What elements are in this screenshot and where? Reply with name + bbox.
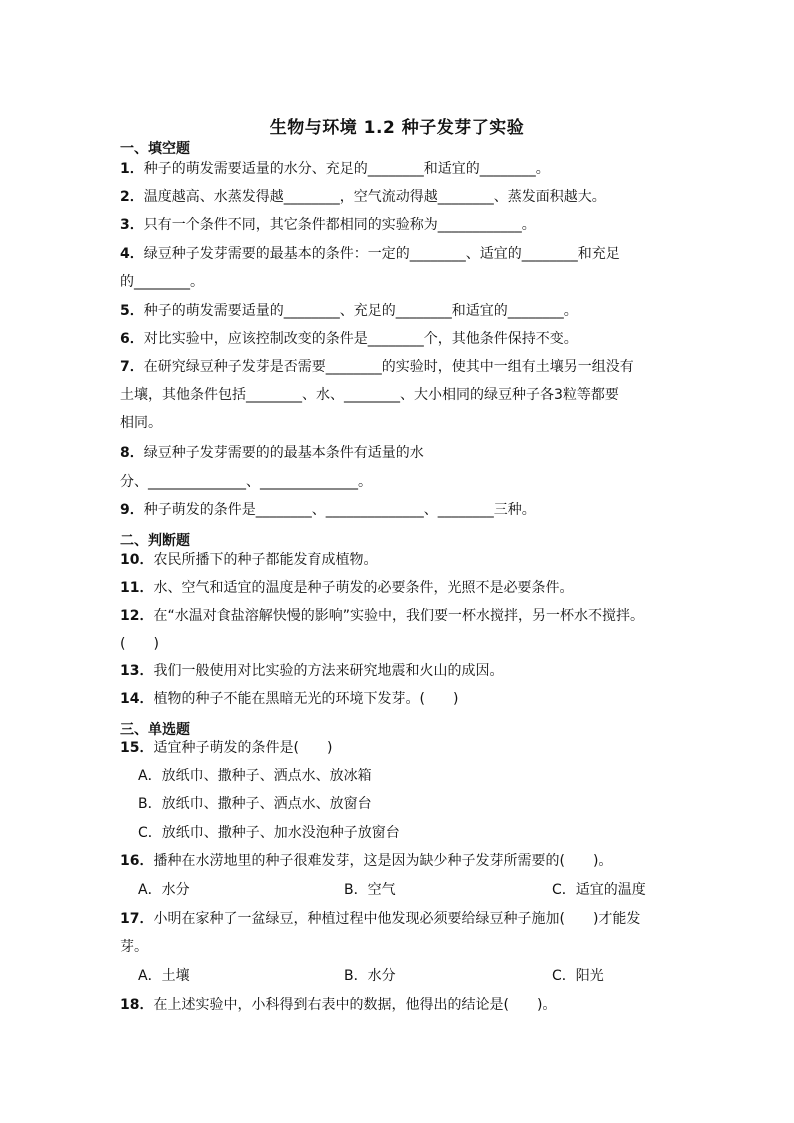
option-b[interactable]: B．空气 <box>344 882 396 898</box>
option-c[interactable]: C．适宜的温度 <box>552 882 646 898</box>
section-heading-single-choice: 三、单选题 <box>120 722 190 738</box>
question-number: 7． <box>120 359 144 375</box>
question-number: 3． <box>120 217 144 233</box>
question-12 <box>120 607 644 625</box>
question-7 <box>120 358 634 376</box>
option-b[interactable]: B．放纸巾、撒种子、洒点水、放窗台 <box>138 796 372 812</box>
question-4-continuation: 的________。 <box>120 274 204 290</box>
question-number: 4． <box>120 246 144 262</box>
question-3 <box>120 216 536 234</box>
question-text: 水、空气和适宜的温度是种子萌发的必要条件，光照不是必要条件。 <box>153 580 574 596</box>
question-14 <box>120 690 458 708</box>
question-18 <box>120 996 556 1014</box>
question-number: 9． <box>120 502 144 518</box>
question-text: 绿豆种子发芽需要的最基本的条件：一定的________、适宜的________和充足 <box>143 246 620 262</box>
question-17-continuation: 芽。 <box>120 939 148 955</box>
question-text: 植物的种子不能在黑暗无光的环境下发芽。( ) <box>153 691 459 707</box>
question-number: 18． <box>120 997 154 1013</box>
question-number: 14． <box>120 691 154 707</box>
question-number: 15． <box>120 740 154 756</box>
question-text: 温度越高、水蒸发得越________，空气流动得越________、蒸发面积越大。 <box>143 189 606 205</box>
question-11 <box>120 579 573 597</box>
option-b[interactable]: B．水分 <box>344 968 396 984</box>
option-c[interactable]: C．放纸巾、撒种子、加水没泡种子放窗台 <box>138 825 400 841</box>
section-heading-fill-blank: 一、填空题 <box>120 141 190 157</box>
page-title: 生物与环境 1.2 种子发芽了实验 <box>269 118 525 138</box>
question-1 <box>120 160 550 178</box>
question-2 <box>120 188 606 206</box>
question-number: 8． <box>120 445 144 461</box>
question-text: 种子萌发的条件是________、______________、________三种。 <box>143 502 536 518</box>
question-number: 6． <box>120 331 144 347</box>
question-number: 16． <box>120 853 154 869</box>
question-text: 在上述实验中，小科得到右表中的数据，他得出的结论是( )。 <box>153 997 557 1013</box>
question-text: 对比实验中，应该控制改变的条件是________个，其他条件保持不变。 <box>143 331 578 347</box>
question-number: 17． <box>120 911 154 927</box>
answer-parentheses: ( ) <box>120 636 159 652</box>
question-text: 播种在水涝地里的种子很难发芽，这是因为缺少种子发芽所需要的( )。 <box>153 853 613 869</box>
question-10 <box>120 551 377 569</box>
question-text: 种子的萌发需要适量的________、充足的________和适宜的________。 <box>143 303 578 319</box>
question-17 <box>120 910 640 928</box>
question-number: 1． <box>120 161 144 177</box>
question-number: 2． <box>120 189 144 205</box>
question-15 <box>120 739 332 757</box>
question-4 <box>120 245 620 263</box>
question-16 <box>120 852 612 870</box>
question-13 <box>120 662 503 680</box>
option-c[interactable]: C．阳光 <box>552 968 604 984</box>
question-text: 农民所播下的种子都能发育成植物。 <box>153 552 378 568</box>
option-a[interactable]: A．放纸巾、撒种子、洒点水、放冰箱 <box>138 768 372 784</box>
question-text: 在研究绿豆种子发芽是否需要________的实验时，使其中一组有土壤另一组没有 <box>143 359 634 375</box>
question-8-continuation: 分、______________、______________。 <box>120 474 372 490</box>
question-number: 11． <box>120 580 154 596</box>
question-7-continuation: 相同。 <box>120 415 162 431</box>
question-text: 在“水温对食盐溶解快慢的影响”实验中，我们要一杯水搅拌，另一杯水不搅拌。 <box>153 608 644 624</box>
question-7-continuation: 土壤，其他条件包括________、水、________、大小相同的绿豆种子各3粒等都要 <box>120 387 619 403</box>
question-text: 我们一般使用对比实验的方法来研究地震和火山的成因。 <box>153 663 504 679</box>
option-a[interactable]: A．水分 <box>138 882 190 898</box>
question-number: 12． <box>120 608 154 624</box>
question-number: 10． <box>120 552 154 568</box>
question-text: 适宜种子萌发的条件是( ) <box>153 740 333 756</box>
question-number: 13． <box>120 663 154 679</box>
question-9 <box>120 501 536 519</box>
question-number: 5． <box>120 303 144 319</box>
option-a[interactable]: A．土壤 <box>138 968 190 984</box>
question-text: 绿豆种子发芽需要的的最基本条件有适量的水 <box>143 445 424 461</box>
question-8 <box>120 444 424 462</box>
question-text: 只有一个条件不同，其它条件都相同的实验称为____________。 <box>143 217 536 233</box>
question-5 <box>120 302 578 320</box>
question-text: 种子的萌发需要适量的水分、充足的________和适宜的________。 <box>143 161 550 177</box>
question-text: 小明在家种了一盆绿豆，种植过程中他发现必须要给绿豆种子施加( )才能发 <box>153 911 641 927</box>
section-heading-true-false: 二、判断题 <box>120 533 190 549</box>
question-6 <box>120 330 578 348</box>
